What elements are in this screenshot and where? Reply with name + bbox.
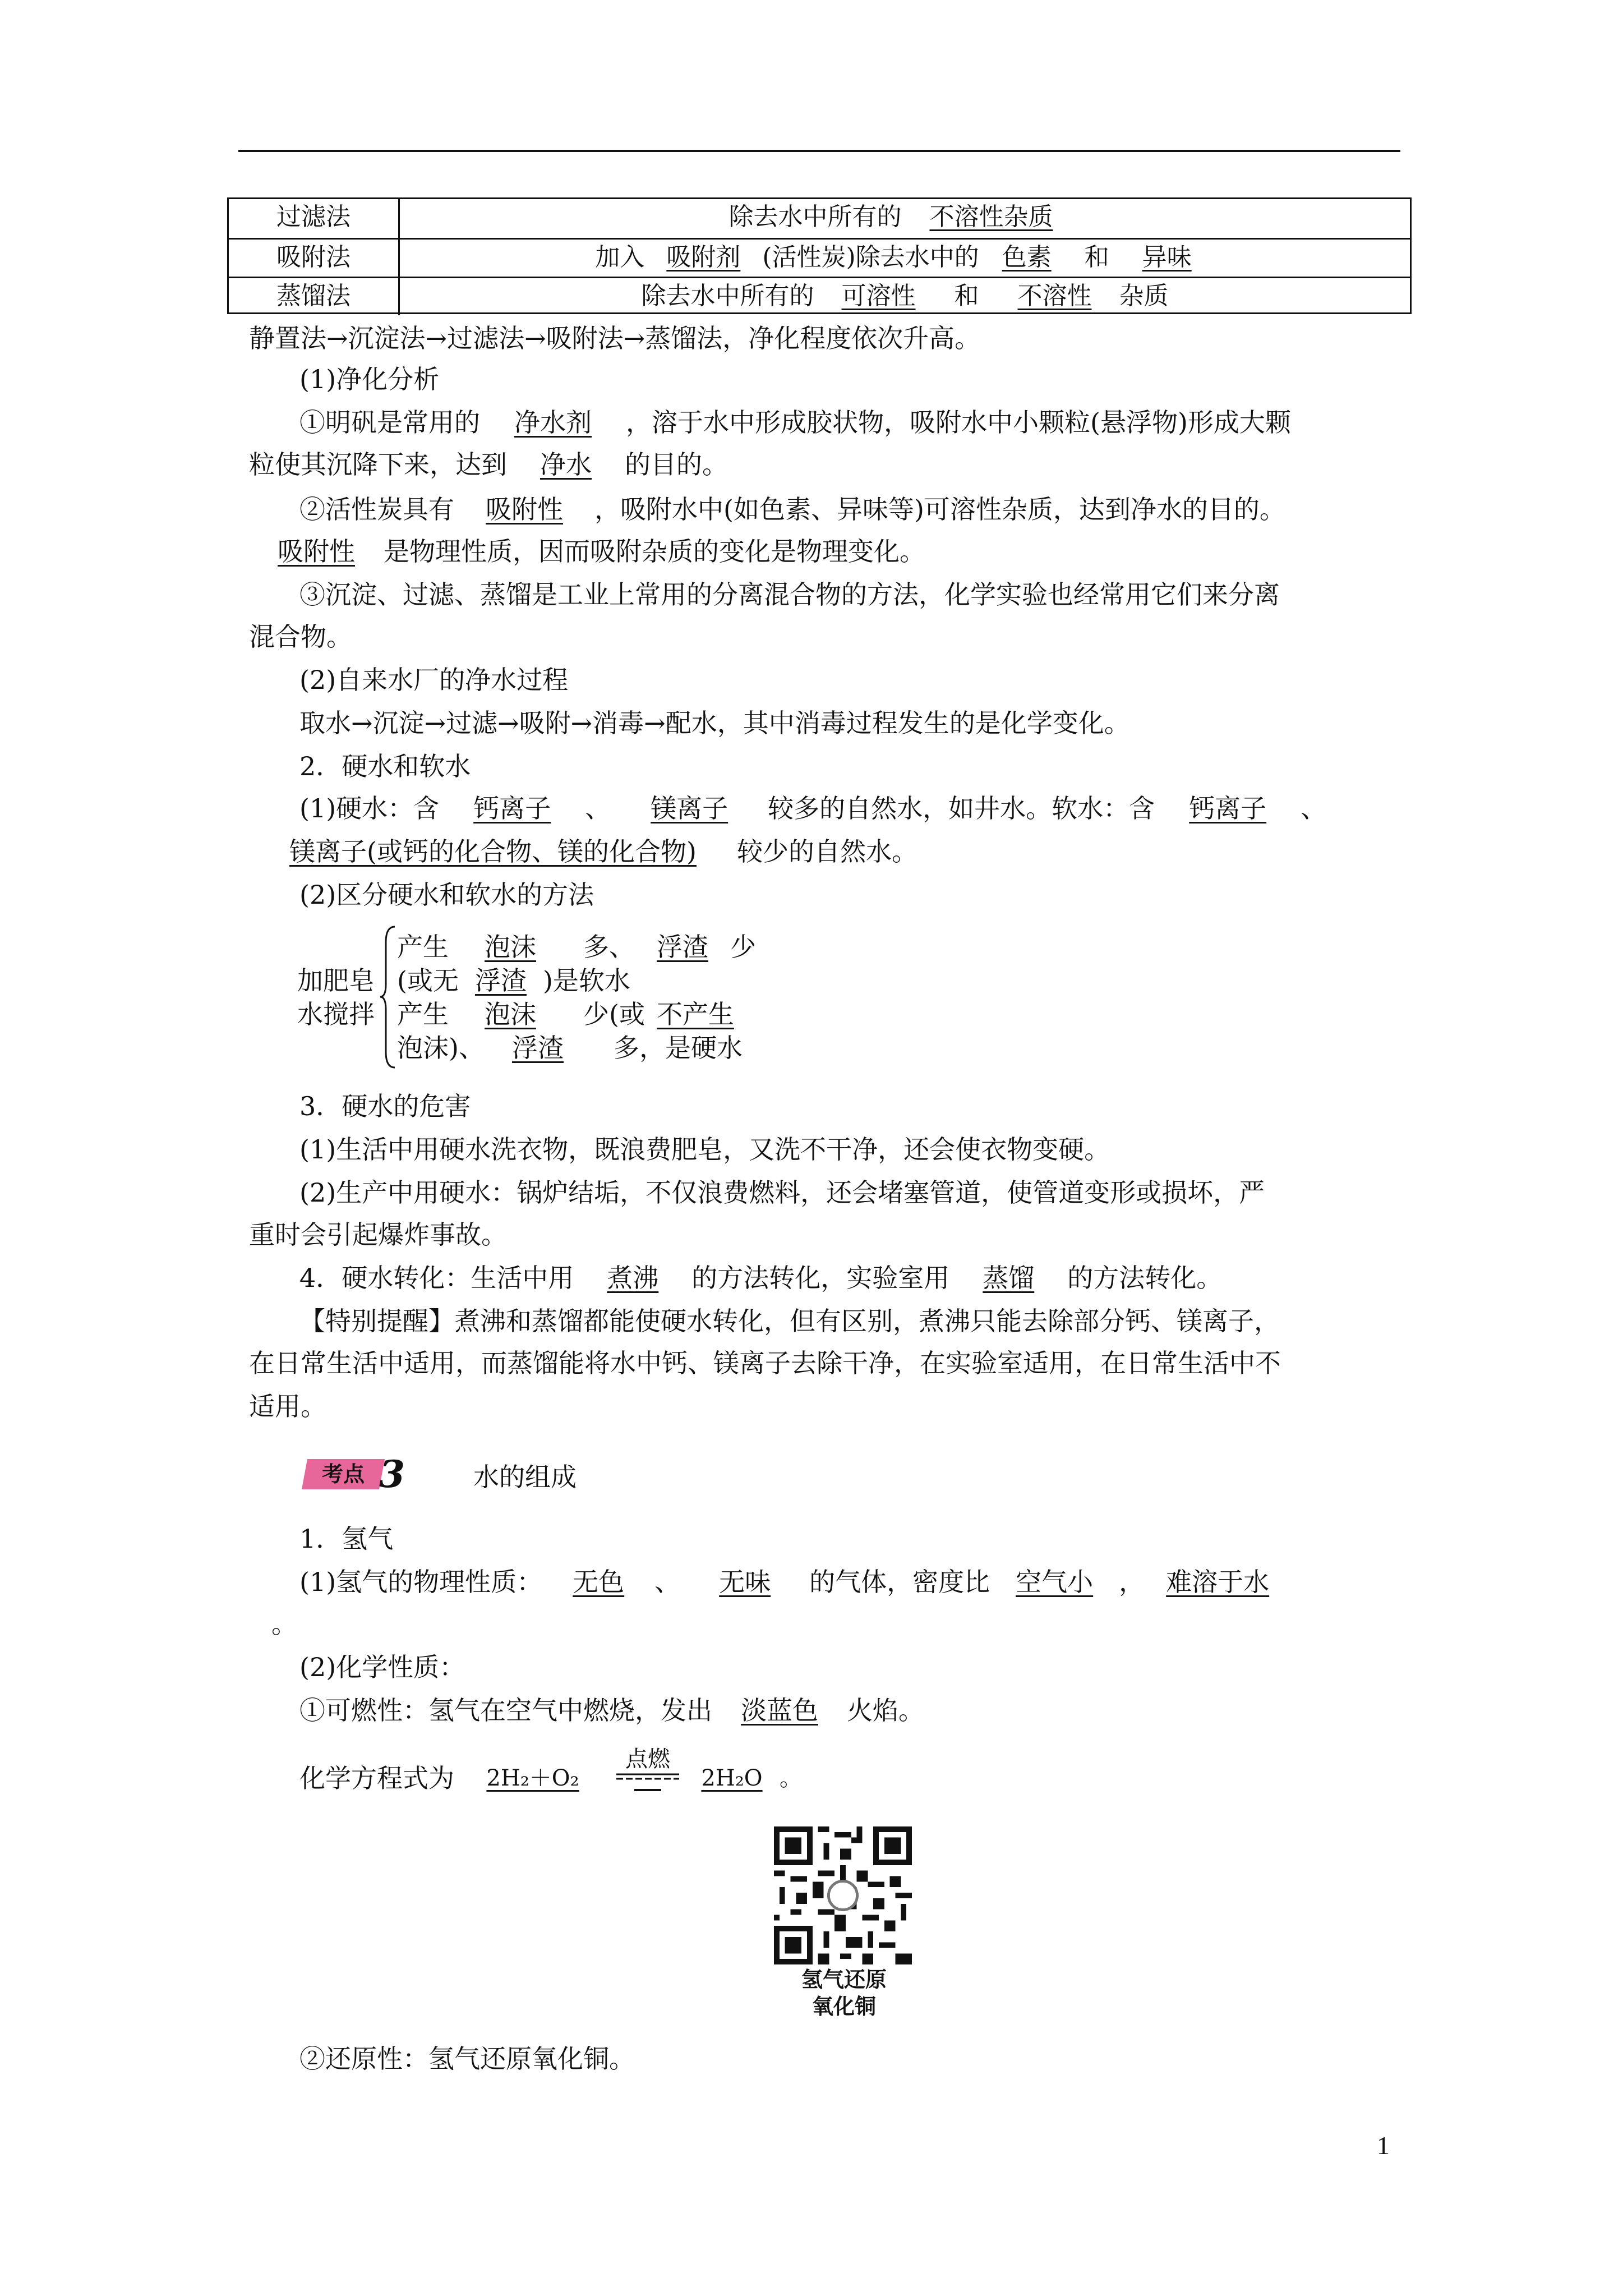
qr-caption-line: 氢气还原 bbox=[801, 1967, 887, 1992]
paragraph: (1)生活中用硬水洗衣物，既浪费肥皂，又洗不干净，还会使衣物变硬。 bbox=[299, 1134, 1110, 1165]
text: ②活性炭具有 bbox=[299, 494, 454, 524]
text: 、 bbox=[1301, 793, 1327, 823]
table-row bbox=[229, 277, 1410, 315]
paragraph bbox=[249, 1607, 297, 1641]
text: 。 bbox=[780, 1765, 802, 1791]
equation-reactants: 2H₂＋O₂ bbox=[486, 1765, 579, 1791]
purification-table bbox=[227, 197, 1412, 314]
answer-blank: 可溶性 bbox=[841, 282, 916, 310]
answer-blank: 浮渣 bbox=[657, 932, 708, 962]
paragraph: 取水→沉淀→过滤→吸附→消毒→配水，其中消毒过程发生的是化学变化。 bbox=[299, 708, 1130, 738]
equation-left bbox=[465, 1761, 600, 1795]
text: 的方法转化，实验室用 bbox=[691, 1263, 950, 1293]
text: (1)硬水：含 bbox=[299, 793, 440, 823]
text: 粒使其沉降下来，达到 bbox=[249, 449, 507, 480]
cell-text: 除去水中所有的 bbox=[641, 282, 814, 310]
answer-blank: 吸附性 bbox=[486, 494, 563, 524]
section-heading: 1．氢气 bbox=[299, 1524, 394, 1554]
text: 化学方程式为 bbox=[299, 1763, 454, 1793]
text: ，吸附水中(如色素、异味等)可溶性杂质，达到净水的目的。 bbox=[594, 494, 1285, 524]
subheading: (2)自来水厂的净水过程 bbox=[299, 665, 569, 695]
answer-blank: 不溶性杂质 bbox=[929, 203, 1053, 231]
method-label: 水搅拌 bbox=[297, 999, 375, 1029]
text: ①可燃性：氢气在空气中燃烧，发出 bbox=[299, 1695, 712, 1726]
answer-blank: 异味 bbox=[1142, 243, 1192, 272]
answer-blank: 吸附剂 bbox=[666, 243, 741, 272]
text: 、 bbox=[654, 1567, 681, 1597]
cell-text: 和 bbox=[1084, 243, 1109, 272]
method-label: 加肥皂 bbox=[297, 965, 375, 996]
answer-blank: 煮沸 bbox=[607, 1263, 659, 1293]
paragraph: 【特别提醒】煮沸和蒸馏都能使硬水转化，但有区别，煮沸只能去除部分钙、镁离子， bbox=[299, 1306, 1280, 1336]
cell-text: 杂质 bbox=[1119, 282, 1169, 310]
badge-number: 3 bbox=[379, 1455, 405, 1494]
answer-blank: 钙离子 bbox=[473, 793, 551, 823]
answer-blank: 钙离子 bbox=[1189, 793, 1267, 823]
text: ①明矾是常用的 bbox=[299, 407, 480, 438]
answer-blank: 不产生 bbox=[656, 999, 734, 1029]
answer-blank: 净水 bbox=[540, 449, 592, 480]
text: 4．硬水转化：生活中用 bbox=[299, 1263, 574, 1293]
section-heading: 3．硬水的危害 bbox=[299, 1091, 471, 1121]
paragraph bbox=[299, 1694, 924, 1727]
answer-blank: 无味 bbox=[719, 1567, 771, 1597]
text: 泡沫)、 bbox=[397, 1033, 485, 1063]
answer-blank: 吸附性 bbox=[278, 536, 355, 567]
subheading: (2)区分硬水和软水的方法 bbox=[299, 880, 594, 910]
method-cell: 吸附法 bbox=[229, 240, 400, 277]
method-cell: 过滤法 bbox=[229, 199, 400, 238]
text: 产生 bbox=[397, 999, 449, 1029]
brace-icon bbox=[379, 926, 396, 1069]
method-cell: 蒸馏法 bbox=[229, 278, 400, 315]
text: 产生 bbox=[397, 932, 449, 962]
description-cell bbox=[400, 240, 1410, 277]
answer-blank: 镁离子 bbox=[651, 793, 728, 823]
brace-line bbox=[397, 964, 630, 997]
paragraph: ②还原性：氢气还原氧化铜。 bbox=[299, 2044, 635, 2074]
subheading: (2)化学性质： bbox=[299, 1652, 465, 1682]
brace-line bbox=[397, 1031, 743, 1065]
cell-text: (活性炭)除去水中的 bbox=[762, 243, 979, 272]
table-row bbox=[229, 238, 1410, 277]
qr-code-icon[interactable] bbox=[774, 1826, 912, 1964]
qr-caption bbox=[796, 1966, 892, 2020]
paragraph: ③沉淀、过滤、蒸馏是工业上常用的分离混合物的方法，化学实验也经常用它们来分离 bbox=[299, 579, 1280, 610]
answer-blank: 不溶性 bbox=[1017, 282, 1092, 310]
table-row bbox=[229, 199, 1410, 238]
answer-blank: 浮渣 bbox=[474, 965, 527, 996]
text: 多，是硬水 bbox=[613, 1033, 743, 1063]
equation-condition bbox=[614, 1747, 681, 1792]
paragraph bbox=[299, 1761, 454, 1795]
answer-blank: 净水剂 bbox=[514, 407, 592, 438]
subheading: (1)净化分析 bbox=[299, 364, 440, 394]
paragraph bbox=[249, 535, 925, 568]
answer-blank: 镁离子(或钙的化合物、镁的化合物) bbox=[289, 836, 697, 867]
answer-blank: 色素 bbox=[1002, 243, 1052, 272]
section-title: 水的组成 bbox=[473, 1462, 577, 1492]
answer-blank: 无色 bbox=[573, 1567, 625, 1597]
equation-right bbox=[690, 1761, 802, 1795]
paragraph bbox=[299, 1261, 1222, 1295]
answer-blank: 难溶于水 bbox=[1166, 1567, 1270, 1597]
answer-blank: 空气小 bbox=[1016, 1567, 1094, 1597]
answer-blank: 泡沫 bbox=[485, 999, 536, 1029]
paragraph bbox=[299, 792, 1326, 825]
paragraph: 重时会引起爆炸事故。 bbox=[249, 1220, 507, 1250]
kaodian-badge bbox=[301, 1455, 407, 1494]
paragraph bbox=[299, 406, 1291, 439]
text: 的目的。 bbox=[625, 449, 728, 480]
text: 火焰。 bbox=[847, 1695, 924, 1726]
description-cell bbox=[400, 278, 1410, 315]
header-rule bbox=[238, 150, 1400, 152]
text: 的气体，密度比 bbox=[809, 1567, 990, 1597]
cell-text: 加入 bbox=[595, 243, 645, 272]
answer-blank: 淡蓝色 bbox=[741, 1695, 818, 1726]
paragraph bbox=[299, 493, 1285, 526]
text: 少 bbox=[730, 932, 756, 962]
text: 、 bbox=[585, 793, 611, 823]
paragraph: 静置法→沉淀法→过滤法→吸附法→蒸馏法，净化程度依次升高。 bbox=[249, 323, 981, 353]
text: 的方法转化。 bbox=[1067, 1263, 1223, 1293]
description-cell bbox=[400, 199, 1410, 238]
paragraph bbox=[249, 448, 728, 481]
badge-label: 考点 bbox=[322, 1462, 365, 1487]
paragraph: (2)生产中用硬水：锅炉结垢，不仅浪费燃料，还会堵塞管道，使管道变形或损坏，严 bbox=[299, 1177, 1265, 1208]
cell-text: 除去水中所有的 bbox=[728, 203, 902, 231]
paragraph bbox=[249, 835, 917, 868]
text: 较多的自然水，如井水。软水：含 bbox=[768, 793, 1155, 823]
text: (或无 bbox=[397, 965, 459, 996]
text: 。 bbox=[271, 1609, 297, 1639]
text: 多、 bbox=[583, 932, 635, 962]
brace-line bbox=[397, 997, 746, 1031]
paragraph bbox=[299, 1565, 1290, 1599]
text: 少(或 bbox=[583, 999, 645, 1029]
answer-blank: 蒸馏 bbox=[983, 1263, 1035, 1293]
paragraph: 适用。 bbox=[249, 1391, 326, 1421]
paragraph: 混合物。 bbox=[249, 622, 352, 652]
text: 较少的自然水。 bbox=[737, 836, 917, 867]
equation-product: 2H₂O bbox=[701, 1765, 763, 1791]
brace-line bbox=[397, 930, 756, 964]
cell-text: 和 bbox=[954, 282, 979, 310]
qr-caption-line: 氧化铜 bbox=[811, 1994, 876, 2019]
condition-label: 点燃 bbox=[625, 1747, 670, 1772]
text: (1)氢气的物理性质： bbox=[299, 1567, 543, 1597]
page-number: 1 bbox=[1377, 2131, 1390, 2160]
paragraph: 在日常生活中适用，而蒸馏能将水中钙、镁离子去除干净，在实验室适用，在日常生活中不 bbox=[249, 1348, 1281, 1378]
answer-blank: 泡沫 bbox=[485, 932, 536, 962]
text: ，溶于水中形成胶状物，吸附水中小颗粒(悬浮物)形成大颗 bbox=[626, 407, 1291, 438]
text: ， bbox=[1119, 1567, 1145, 1597]
text: )是软水 bbox=[542, 965, 630, 996]
text: 是物理性质，因而吸附杂质的变化是物理变化。 bbox=[384, 536, 925, 567]
answer-blank: 浮渣 bbox=[511, 1033, 564, 1063]
section-heading: 2．硬水和软水 bbox=[299, 751, 471, 781]
